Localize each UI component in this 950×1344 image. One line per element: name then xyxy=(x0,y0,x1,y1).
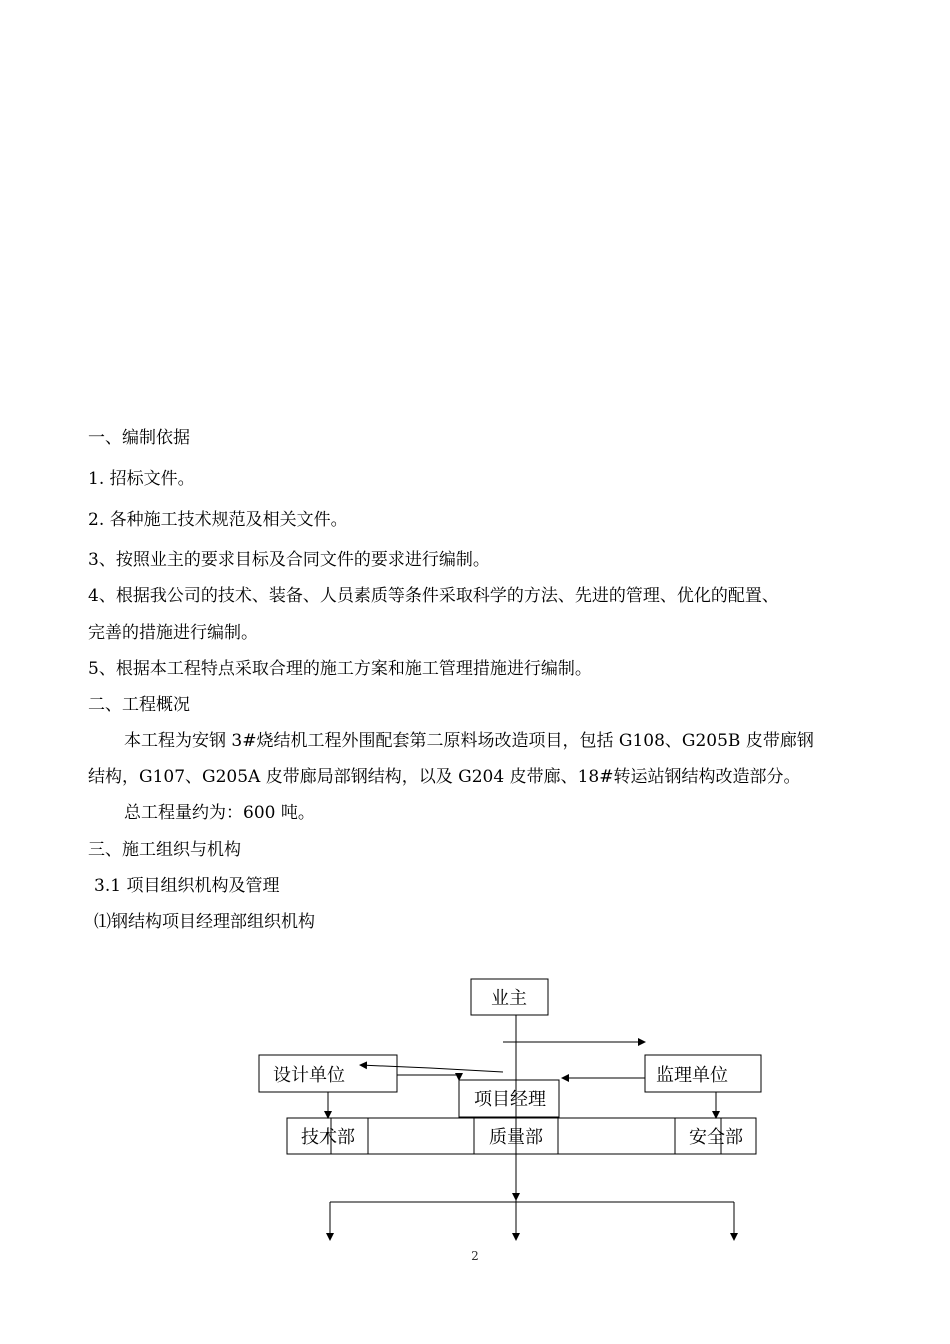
design-unit-label: 设计单位 xyxy=(273,1065,345,1086)
section-1-item-4-line-1: 4、根据我公司的技术、装备、人员素质等条件采取科学的方法、先进的管理、优化的配置、 xyxy=(88,586,779,606)
design-to-pm-arrow xyxy=(397,1075,459,1080)
supervision-unit-label: 监理单位 xyxy=(656,1065,728,1086)
section-3-1-heading: 3.1 项目组织机构及管理 xyxy=(94,876,280,896)
section-3-1-item-1: ⑴钢结构项目经理部组织机构 xyxy=(94,912,315,932)
section-3-heading: 三、施工组织与机构 xyxy=(88,840,241,860)
section-2-paragraph-2: 总工程量约为：600 吨。 xyxy=(124,803,315,823)
section-1-item-1: 1. 招标文件。 xyxy=(88,469,195,489)
section-2-paragraph-1-line-2: 结构，G107、G205A 皮带廊局部钢结构，以及 G204 皮带廊、18#转运站钢结构改造部分。 xyxy=(88,767,801,787)
section-1-item-5: 5、根据本工程特点采取合理的施工方案和施工管理措施进行编制。 xyxy=(88,659,592,679)
section-1-item-3: 3、按照业主的要求目标及合同文件的要求进行编制。 xyxy=(88,550,490,570)
section-2-heading: 二、工程概况 xyxy=(88,695,190,715)
section-1-item-4-line-2: 完善的措施进行编制。 xyxy=(88,623,258,643)
safety-dept-label: 安全部 xyxy=(689,1127,743,1148)
quality-dept-label: 质量部 xyxy=(489,1127,543,1148)
page-number: 2 xyxy=(471,1249,479,1263)
owner-label: 业主 xyxy=(491,988,527,1009)
section-1-item-2: 2. 各种施工技术规范及相关文件。 xyxy=(88,510,348,530)
project-manager-label: 项目经理 xyxy=(474,1089,546,1110)
tech-dept-label: 技术部 xyxy=(301,1127,355,1148)
section-1-heading: 一、编制依据 xyxy=(88,428,190,448)
owner-to-design-arrow xyxy=(360,1065,503,1072)
section-2-paragraph-1-line-1: 本工程为安钢 3#烧结机工程外围配套第二原料场改造项目，包括 G108、G205B 皮带廊钢 xyxy=(124,731,814,751)
